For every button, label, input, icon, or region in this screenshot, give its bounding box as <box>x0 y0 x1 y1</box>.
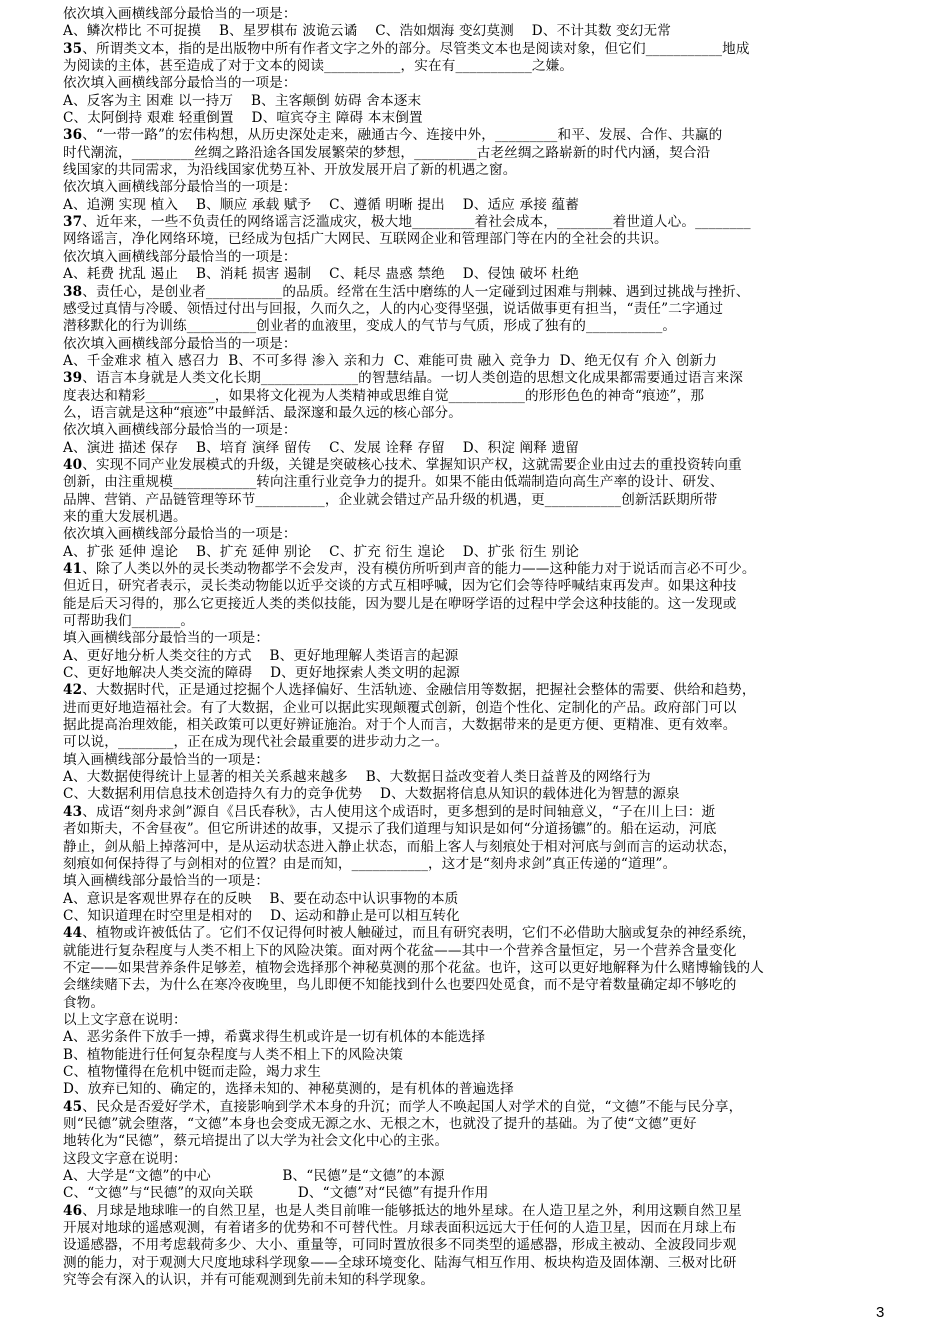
text-line <box>63 1185 889 1202</box>
text-line <box>63 752 889 769</box>
text-line <box>63 284 889 301</box>
question-number: 40 <box>63 456 83 473</box>
line-text: 据此提高治理效能，相关政策可以更好辨证施治。对于个人而言，大数据带来的是更方便、更精准、更有效率。 <box>63 717 737 734</box>
line-text: 为阅读的主体，甚至造成了对于文本的阅读___________，实在有___________之嫌。 <box>63 58 574 75</box>
line-text: 依次填入画横线部分最恰当的一项是： <box>63 422 297 439</box>
line-text: 依次填入画横线部分最恰当的一项是： <box>63 248 297 265</box>
text-line <box>63 301 889 318</box>
line-text: 设遥感器，不用考虑载荷多少、大小、重量等，可同时置放很多不同类型的遥感器，形成主被动、全波段同步观 <box>63 1237 737 1254</box>
line-text: 品牌、营销、产品链管理等环节__________，企业就会错过产品升级的机遇，更___________创新活跃期所带 <box>63 491 718 508</box>
text-line <box>63 596 889 613</box>
line-text: A、演进 描述 保存 B、培育 演绎 留传 C、发展 诠释 存留 D、积淀 阐释 遗留 <box>63 439 579 456</box>
text-line <box>63 1203 889 1220</box>
line-text: 、成语“刻舟求剑”源自《吕氏春秋》，古人使用这个成语时，更多想到的是时间轴意义，“子在川上曰：逝 <box>82 803 716 820</box>
text-line <box>63 266 889 283</box>
line-text: 时代潮流，_________丝绸之路沿途各国发展繁荣的梦想，_________古老丝绸之路崭新的时代内涵，契合沿 <box>63 144 711 161</box>
line-text: 则“民德”就会堕落，“文德”本身也会变成无源之水、无根之木，也就没了提升的基础。为了使“文德”更好 <box>63 1116 697 1132</box>
line-text: 食物。 <box>63 994 105 1011</box>
text-line <box>63 1081 889 1098</box>
line-text: 静止，剑从船上掉落河中，是从运动状态进入静止状态，而船上客人与刻痕处于相对河底与剑而言的运动状态， <box>63 838 737 855</box>
text-line <box>63 110 889 127</box>
question-number: 37 <box>63 214 83 231</box>
text-line <box>63 1237 889 1254</box>
line-text: 来的重大发展机遇。 <box>63 508 187 525</box>
line-text: C、知识道理在时空里是相对的 D、运动和静止是可以相互转化 <box>63 907 460 924</box>
text-line <box>63 977 889 994</box>
line-text: 可帮助我们_______。 <box>63 613 195 630</box>
line-text: 、民众是否爱好学术，直接影响到学术本身的升沉；而学人不唤起国人对学术的自觉，“文德”不能与民分享， <box>82 1098 743 1115</box>
text-line <box>63 336 889 353</box>
question-number: 42 <box>63 682 83 699</box>
text-line <box>63 578 889 595</box>
text-line <box>63 1064 889 1081</box>
line-text: C、太阿倒持 艰难 轻重倒置 D、喧宾夺主 障碍 本末倒置 <box>63 110 423 127</box>
line-text: C、大数据利用信息技术创造持久有力的竞争优势 D、大数据将信息从知识的载体进化为智慧的源泉 <box>63 786 680 803</box>
question-number: 38 <box>63 283 83 300</box>
line-text: 、除了人类以外的灵长类动物都学不会发声，没有模仿所听到声音的能力——这种能力对于说话而言必不可少。 <box>82 561 756 577</box>
text-line <box>63 145 889 162</box>
text-line <box>63 127 889 144</box>
text-line <box>63 682 889 699</box>
text-line <box>63 1255 889 1272</box>
text-line <box>63 1272 889 1289</box>
text-line <box>63 700 889 717</box>
line-text: 开展对地球的遥感观测，有着诸多的优势和不可替代性。月球表面积远远大于任何的人造卫星，因而在月球上布 <box>63 1220 737 1237</box>
question-number: 46 <box>63 1202 83 1219</box>
text-line <box>63 613 889 630</box>
line-text: A、千金难求 植入 感召力 B、不可多得 渗入 亲和力 C、难能可贵 融入 竞争力 D、绝无仅有 介入 创新力 <box>63 352 718 369</box>
text-line <box>63 839 889 856</box>
text-line <box>63 197 889 214</box>
text-line <box>63 1029 889 1046</box>
line-text: 、实现不同产业发展模式的升级，关键是突破核心技术、掌握知识产权，这就需要企业由过去的重投资转向重 <box>82 456 742 473</box>
line-text: 但近日，研究者表示，灵长类动物能以近乎交谈的方式互相呼喊，因为它们会等待呼喊结束再发声。如果这种技 <box>63 578 737 595</box>
text-line <box>63 422 889 439</box>
text-line <box>63 1099 889 1116</box>
line-text: A、大学是“文德”的中心 B、“民德”是“文德”的本源 <box>63 1168 445 1185</box>
text-line <box>63 1151 889 1168</box>
text-line <box>63 231 889 248</box>
text-line <box>63 717 889 734</box>
line-text: 依次填入画横线部分最恰当的一项是： <box>63 179 297 196</box>
line-text: 者如斯夫，不舍昼夜”。但它所讲述的故事，又提示了我们道理与知识是如何“分道扬镳”的。船在运动，河底 <box>63 821 717 838</box>
line-text: 填入画横线部分最恰当的一项是： <box>63 873 270 890</box>
question-number: 43 <box>63 803 83 820</box>
line-text: C、“文德”与“民德”的双向关联 D、“文德”对“民德”有提升作用 <box>63 1185 489 1202</box>
text-line <box>63 318 889 335</box>
line-text: 、植物或许被低估了。它们不仅记得何时被人触碰过，而且有研究表明，它们不必借助大脑或复杂的神经系统， <box>82 925 756 942</box>
line-text: 填入画横线部分最恰当的一项是： <box>63 630 270 647</box>
page-number: 3 <box>876 1304 885 1321</box>
text-line <box>63 93 889 110</box>
text-line <box>63 665 889 682</box>
text-line <box>63 457 889 474</box>
text-line <box>63 734 889 751</box>
line-text: 不定——如果营养条件足够差，植物会选择那个神秘莫测的那个花盆。也许，这可以更好地解释为什么赌博输钱的人 <box>63 959 764 976</box>
line-text: 地转化为“民德”，蔡元培提出了以大学为社会文化中心的主张。 <box>63 1133 449 1150</box>
text-line <box>63 1133 889 1150</box>
text-line <box>63 544 889 561</box>
text-line <box>63 856 889 873</box>
line-text: 、月球是地球唯一的自然卫星，也是人类目前唯一能够抵达的地外星球。在人造卫星之外，利用这颗自然卫星 <box>82 1202 742 1219</box>
line-text: 以上文字意在说明： <box>63 1011 187 1028</box>
line-text: 、近年来，一些不负责任的网络谣言泛滥成灾，极大地_________着社会成本，________着世道人心。________ <box>82 214 751 231</box>
text-line <box>63 388 889 405</box>
line-text: A、扩张 延伸 遑论 B、扩充 延伸 别论 C、扩充 衍生 遑论 D、扩张 衍生 别论 <box>63 543 579 560</box>
line-text: 依次填入画横线部分最恰当的一项是： <box>63 6 297 22</box>
line-text: C、更好地解决人类交流的障碍 D、更好地探索人类文明的起源 <box>63 665 460 682</box>
line-text: A、鳞次栉比 不可捉摸 B、星罗棋布 波诡云谲 C、浩如烟海 变幻莫测 D、不计其数 变幻无常 <box>63 23 672 40</box>
line-text: 就能进行复杂程度与人类不相上下的风险决策。面对两个花盆——其中一个营养含量恒定，另一个营养含量变化 <box>63 942 737 959</box>
line-text: 度表达和精彩__________，如果将文化视为人类精神或思维自觉___________的形形色色的神奇“痕迹”，那 <box>63 387 705 404</box>
text-line <box>63 6 889 23</box>
line-text: B、植物能进行任何复杂程度与人类不相上下的风险决策 <box>63 1046 403 1063</box>
text-line <box>63 995 889 1012</box>
text-line <box>63 214 889 231</box>
text-line <box>63 1012 889 1029</box>
text-line <box>63 786 889 803</box>
question-number: 39 <box>63 370 83 387</box>
line-text: 测的能力，对于观测大尺度地球科学现象——全球环境变化、陆海气相互作用、板块构造及固体潮、三极对比研 <box>63 1254 737 1271</box>
line-text: A、意识是客观世界存在的反映 B、要在动态中认识事物的本质 <box>63 890 459 907</box>
line-text: 究等会有深入的认识，并有可能观测到先前未知的科学现象。 <box>63 1272 435 1289</box>
line-text: 线国家的共同需求，为沿线国家优势互补、开放发展开启了新的机遇之窗。 <box>63 162 517 179</box>
question-number: 45 <box>63 1098 83 1115</box>
line-text: 依次填入画横线部分最恰当的一项是： <box>63 335 297 352</box>
line-text: 填入画横线部分最恰当的一项是： <box>63 751 270 768</box>
line-text: 、大数据时代，正是通过挖掘个人选择偏好、生活轨迹、金融信用等数据，把握社会整体的需要、供给和趋势， <box>82 682 756 699</box>
text-line <box>63 1047 889 1064</box>
text-line <box>63 873 889 890</box>
text-line <box>63 23 889 40</box>
text-line <box>63 509 889 526</box>
text-line <box>63 960 889 977</box>
text-line <box>63 630 889 647</box>
question-number: 41 <box>63 561 83 577</box>
text-line <box>63 821 889 838</box>
text-line <box>63 526 889 543</box>
text-line <box>63 561 889 578</box>
line-text: 创新，由注重规模____________转向注重行业竞争力的提升。如果不能由低端制造向高生产率的设计、研发、 <box>63 474 724 491</box>
text-line <box>63 41 889 58</box>
line-text: 刻痕如何保持得了与剑相对的位置？由是而知，___________，这才是“刻舟求剑”真正传递的“道理”。 <box>63 855 677 872</box>
text-line <box>63 648 889 665</box>
line-text: 、语言本身就是人类文化长期______________的智慧结晶。一切人类创造的思想文化成果都需要通过语言来深 <box>82 370 743 387</box>
line-text: 、责任心，是创业者___________的品质。经常在生活中磨练的人一定碰到过困难与荆棘、遇到过挑战与挫折、 <box>82 283 750 300</box>
text-line <box>63 1168 889 1185</box>
document-page <box>63 6 889 1289</box>
line-text: A、反客为主 困难 以一持万 B、主客颠倒 妨碍 舍本逐末 <box>63 92 422 109</box>
text-line <box>63 943 889 960</box>
text-line <box>63 162 889 179</box>
text-line <box>63 1220 889 1237</box>
text-line <box>63 405 889 422</box>
line-text: C、植物懂得在危机中铤而走险，竭力求生 <box>63 1063 321 1080</box>
line-text: 进而更好地造福社会。有了大数据，企业可以据此实现颠覆式创新，创造个性化、定制化的产品。政府部门可以 <box>63 699 737 716</box>
text-line <box>63 1116 889 1133</box>
question-number: 35 <box>63 40 83 57</box>
text-line <box>63 891 889 908</box>
text-line <box>63 492 889 509</box>
text-line <box>63 440 889 457</box>
line-text: 潜移默化的行为训练__________创业者的血液里，变成人的气节与气质，形成了独有的___________。 <box>63 318 677 335</box>
line-text: 么，语言就是这种“痕迹”中最鲜活、最深邃和最久远的核心部分。 <box>63 404 463 421</box>
line-text: D、放弃已知的、确定的，选择未知的、神秘莫测的，是有机体的普遍选择 <box>63 1081 514 1098</box>
text-line <box>63 908 889 925</box>
text-line <box>63 474 889 491</box>
line-text: 会继续赌下去，为什么在寒冷夜晚里，鸟儿即便不知能找到什么也要四处觅食，而不是守着数量确定却不够吃的 <box>63 977 737 994</box>
line-text: 网络谣言，净化网络环境，已经成为包括广大网民、互联网企业和管理部门等在内的全社会的共识。 <box>63 231 668 248</box>
line-text: 感受过真情与冷暖、领悟过付出与回报，久而久之，人的内心变得坚强，说话做事更有担当，“责任”二字通过 <box>63 300 724 317</box>
line-text: A、追溯 实现 植入 B、顺应 承载 赋予 C、遵循 明晰 提出 D、适应 承接 蕴蓄 <box>63 196 579 213</box>
text-line <box>63 58 889 75</box>
line-text: 可以说，________，正在成为现代社会最重要的进步动力之一。 <box>63 734 449 751</box>
text-line <box>63 353 889 370</box>
text-line <box>63 925 889 942</box>
text-line <box>63 769 889 786</box>
line-text: A、更好地分析人类交往的方式 B、更好地理解人类语言的起源 <box>63 647 459 664</box>
text-line <box>63 804 889 821</box>
line-text: 这段文字意在说明： <box>63 1150 187 1167</box>
question-number: 44 <box>63 925 83 942</box>
line-text: A、恶劣条件下放手一搏，希冀求得生机或许是一切有机体的本能选择 <box>63 1029 486 1046</box>
line-text: 、所谓类文本，指的是出版物中所有作者文字之外的部分。尽管类文本也是阅读对象，但它们___________地成 <box>82 40 750 57</box>
text-line <box>63 75 889 92</box>
line-text: 依次填入画横线部分最恰当的一项是： <box>63 526 297 543</box>
line-text: 、“一带一路”的宏伟构想，从历史深处走来，融通古今、连接中外，_________和平、发展、合作、共赢的 <box>82 127 723 144</box>
text-line <box>63 179 889 196</box>
text-line <box>63 249 889 266</box>
line-text: A、耗费 扰乱 遏止 B、消耗 损害 遏制 C、耗尽 蛊惑 禁绝 D、侵蚀 破坏 杜绝 <box>63 266 579 283</box>
line-text: 依次填入画横线部分最恰当的一项是： <box>63 75 297 92</box>
question-number: 36 <box>63 127 83 144</box>
line-text: 能是后天习得的，那么它更接近人类的类似技能，因为婴儿是在咿呀学语的过程中学会这种技能的。这一发现或 <box>63 595 737 612</box>
text-line <box>63 370 889 387</box>
line-text: A、大数据使得统计上显著的相关关系越来越多 B、大数据日益改变着人类日益普及的网络行为 <box>63 769 651 786</box>
